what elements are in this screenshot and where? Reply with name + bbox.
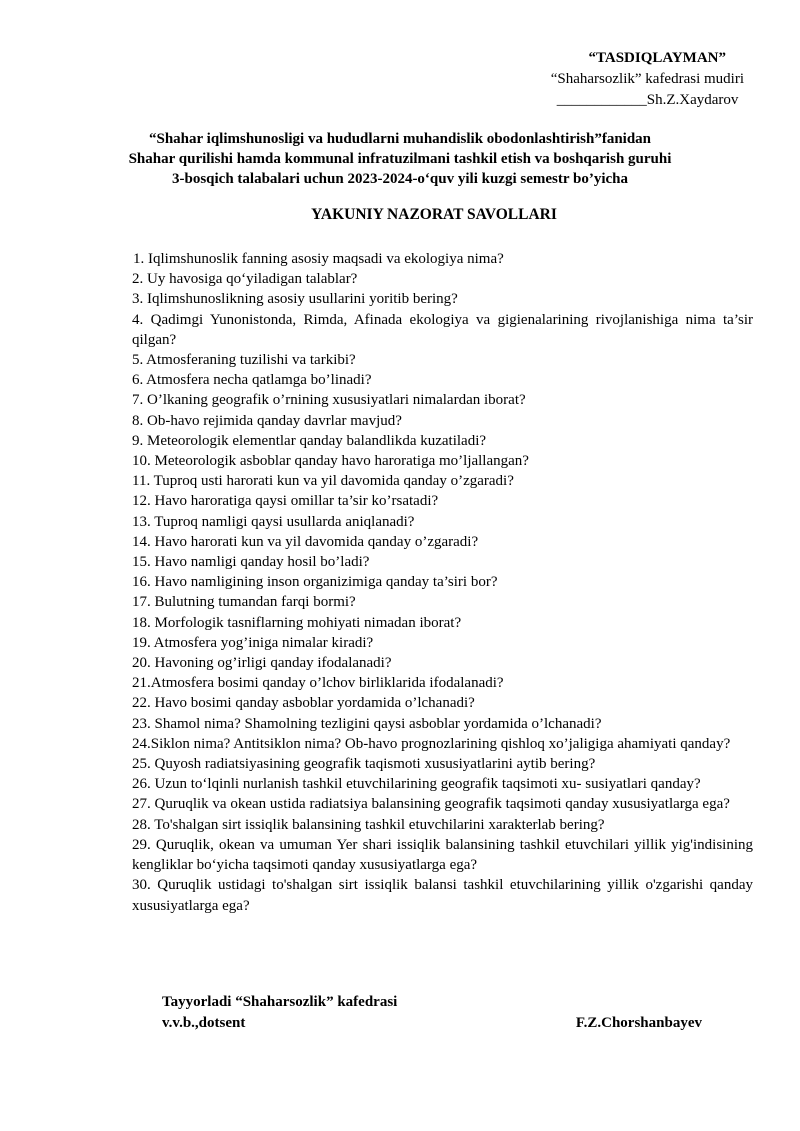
question-item: 14. Havo harorati kun va yil davomida qanday o’zgaradi?	[132, 533, 479, 550]
question-item: 5. Atmosferaning tuzilishi va tarkibi?	[132, 352, 356, 369]
header-line-2: Shahar qurilishi hamda kommunal infratuzilmani tashkil etish va boshqarish guruhi	[128, 151, 672, 167]
question-item: 23. Shamol nima? Shamolning tezligini qaysi asboblar yordamida o’lchanadi?	[132, 715, 602, 732]
questions-list	[133, 249, 753, 916]
question-item: 18. Morfologik tasniflarning mohiyati nimadan iborat?	[132, 614, 462, 631]
footer-position: v.v.b.,dotsent	[162, 1015, 246, 1031]
approval-signer: Sh.Z.Xaydarov	[646, 92, 739, 108]
question-item: 19. Atmosfera yog’iniga nimalar kiradi?	[132, 634, 374, 651]
approval-position: “Shaharsozlik” kafedrasi mudiri	[550, 71, 744, 87]
question-item: 27. Quruqlik va okean ustida radiatsiya balansining geografik taqsimoti qanday xususiyatlarga ega?	[132, 796, 730, 813]
question-item: 28. To'shalgan sirt issiqlik balansining tashkil etuvchilarini xarakterlab bering?	[132, 816, 605, 833]
page-title: YAKUNIY NAZORAT SAVOLLARI	[311, 206, 557, 223]
question-item: 7. O’lkaning geografik o’rnining xususiyatlari nimalardan iborat?	[132, 392, 526, 409]
question-item: 29. Quruqlik, okean va umuman Yer shari issiqlik balansining tashkil etuvchilari yillik yig'indisining kengliklar bo‘yicha taqsimoti qanday xususiyatlarga ega?	[132, 836, 753, 874]
header-line-1: “Shahar iqlimshunosligi va hududlarni muhandislik obodonlashtirish”fanidan	[148, 131, 652, 147]
header-line-3: 3-bosqich talabalari uchun 2023-2024-o‘quv yili kuzgi semestr bo’yicha	[171, 171, 628, 187]
question-item: 13. Tuproq namligi qaysi usullarda aniqlanadi?	[132, 513, 415, 530]
question-item: 15. Havo namligi qanday hosil bo’ladi?	[132, 554, 370, 571]
question-item: 16. Havo namligining inson organizimiga qanday ta’siri bor?	[132, 574, 498, 591]
question-item: 22. Havo bosimi qanday asboblar yordamida o’lchanadi?	[132, 695, 475, 712]
signature-footer	[162, 992, 702, 1034]
question-item: 12. Havo haroratiga qaysi omillar ta’sir ko’rsatadi?	[132, 493, 439, 510]
question-item: 2. Uy havosiga qo‘yiladigan talablar?	[132, 271, 358, 288]
document-header	[0, 129, 800, 189]
question-item: 24.Siklon nima? Antitsiklon nima? Ob-havo prognozlarining qishloq xo’jaligiga ahamiyati qanday?	[132, 735, 731, 752]
footer-author: F.Z.Chorshanbayev	[575, 1015, 702, 1031]
question-item: 10. Meteorologik asboblar qanday havo haroratiga mo’ljallangan?	[132, 453, 529, 470]
question-item: 26. Uzun to‘lqinli nurlanish tashkil etuvchilarining geografik taqsimoti xu- susiyatlari qanday?	[132, 776, 701, 793]
approval-block	[551, 48, 744, 111]
approval-title: “TASDIQLAYMAN”	[588, 50, 726, 66]
approval-signature	[551, 90, 744, 111]
footer-signature-row	[162, 1013, 702, 1034]
question-item: 8. Ob-havo rejimida qanday davrlar mavjud?	[132, 412, 402, 429]
question-item: 21.Atmosfera bosimi qanday o’lchov birliklarida ifodalanadi?	[132, 675, 504, 692]
footer-prepared: Tayyorladi “Shaharsozlik” kafedrasi	[162, 994, 398, 1010]
question-item: 30. Quruqlik ustidagi to'shalgan sirt issiqlik balansi tashkil etuvchilarining yillik o'zgarishi qanday xususiyatlarga ega?	[132, 877, 753, 914]
question-item: 6. Atmosfera necha qatlamga bo’linadi?	[132, 372, 372, 389]
question-item: 11. Tuproq usti harorati kun va yil davomida qanday o’zgaradi?	[132, 473, 514, 490]
signature-line: ____________	[556, 92, 647, 108]
question-item: 1. Iqlimshunoslik fanning asosiy maqsadi va ekologiya nima?	[133, 251, 504, 267]
question-item: 17. Bulutning tumandan farqi bormi?	[132, 594, 356, 611]
question-item: 4. Qadimgi Yunonistonda, Rimda, Afinada ekologiya va gigienalarining rivojlanishiga nima ta’sir qilgan?	[132, 311, 753, 348]
question-item: 20. Havoning og’irligi qanday ifodalanadi?	[132, 655, 392, 672]
question-item: 3. Iqlimshunoslikning asosiy usullarini yoritib bering?	[132, 291, 458, 308]
question-item: 25. Quyosh radiatsiyasining geografik taqismoti xususiyatlarini aytib bering?	[132, 756, 596, 773]
question-item: 9. Meteorologik elementlar qanday balandlikda kuzatiladi?	[132, 432, 487, 449]
